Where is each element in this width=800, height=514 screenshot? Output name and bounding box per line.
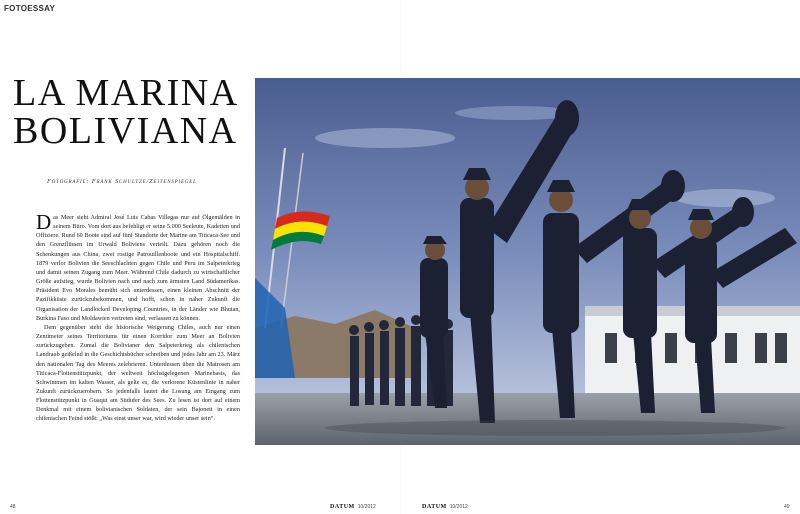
marching-cadets-photo [255,78,800,445]
page-number-left: 48 [10,504,16,510]
brand-logo-right: DATUM [422,504,447,510]
brand-logo-left: DATUM [330,504,355,510]
drop-cap: D [36,210,52,234]
title-line-1: LA MARINA [13,72,239,114]
photo-illustration [255,78,800,445]
issue-left: 10/2012 [357,504,376,510]
article-body [36,210,240,424]
paragraph-2: Dem gegenüber steht die historische Weigerung Chiles, auch nur einen Zentimeter seines Territoriums für einen Korridor zum Meer an Bolivien zurückzugeben. Zumal die Bolivianer den Salpeterkrieg als chilenischen Landraub geißelnd in die Geschichtsbücher schreiben und jedes Jahr am 23. März den nationalen Tag des Meeres zelebrieren. Unterdessen üben die Matrosen am Titicaca-Flottenstützpunkt, der weltweit höchstgelegenen Marinebasis, das Schwimmen im kalten Wasser, als gelte es, die verlorene Küstenlinie in naher Zukunft zurückzuerobern. So jedenfalls lautet die Losung am Eingang zum Flottenstützpunkt in Guaqui am Südufer des Sees. Zu lesen ist dort auf einem Denkmal mit einem bolivianischen Soldaten, der sein Bajonett in einen chilenischen Feind stößt: „Was einst unser war, wird wieder unser sein“. [36,323,240,423]
issue-right: 10/2012 [449,504,468,510]
page-number-right: 49 [784,504,790,510]
footer-right-brand [422,504,468,510]
title-line-2: BOLIVIANA [13,110,238,152]
footer-left-brand [330,504,376,510]
paragraph-1-text: as Meer sieht Admiral José Luis Cabas Villegas nur auf Ölgemälden in seinem Büro. Vom dort aus befehligt er seine 5.000 Seeleute, Kadetten und Offiziere. Rund 60 Boote sind auf fünf Standorte der Marine am Titicaca-See und den Grenzflüssen im Urwald Boliviens verteilt. Dazu gehören noch die Schenkungen aus China, zwei rostige Patrouillenboote und ein Hospitalschiff. 1879 verlor Bolivien die Seeschlachten gegen Chile und Peru im Salpeterkrieg und damit seinen Zugang zum Meer. Während Chile dadurch zu wirtschaftlicher Größe aufstieg, wurde Bolivien nach und nach zum ärmsten Land Südamerikas. Präsident Evo Morales bemüht sich unterdessen, einen kleinen Abschnitt der Pazifikküste zurückzubekommen, und hofft, schon in naher Zukunft die Organisation der Landlocked Developing Countries, in der Länder wie Bhutan, Burkina Faso und Moldawien vertreten sind, verlassen zu können. [36,214,240,322]
section-label: FOTOESSAY [4,4,56,13]
paragraph-1 [36,210,240,323]
page-title [13,74,243,150]
photo-credit: Fotografie: Frank Schultze/Zeitenspiegel [47,178,197,185]
